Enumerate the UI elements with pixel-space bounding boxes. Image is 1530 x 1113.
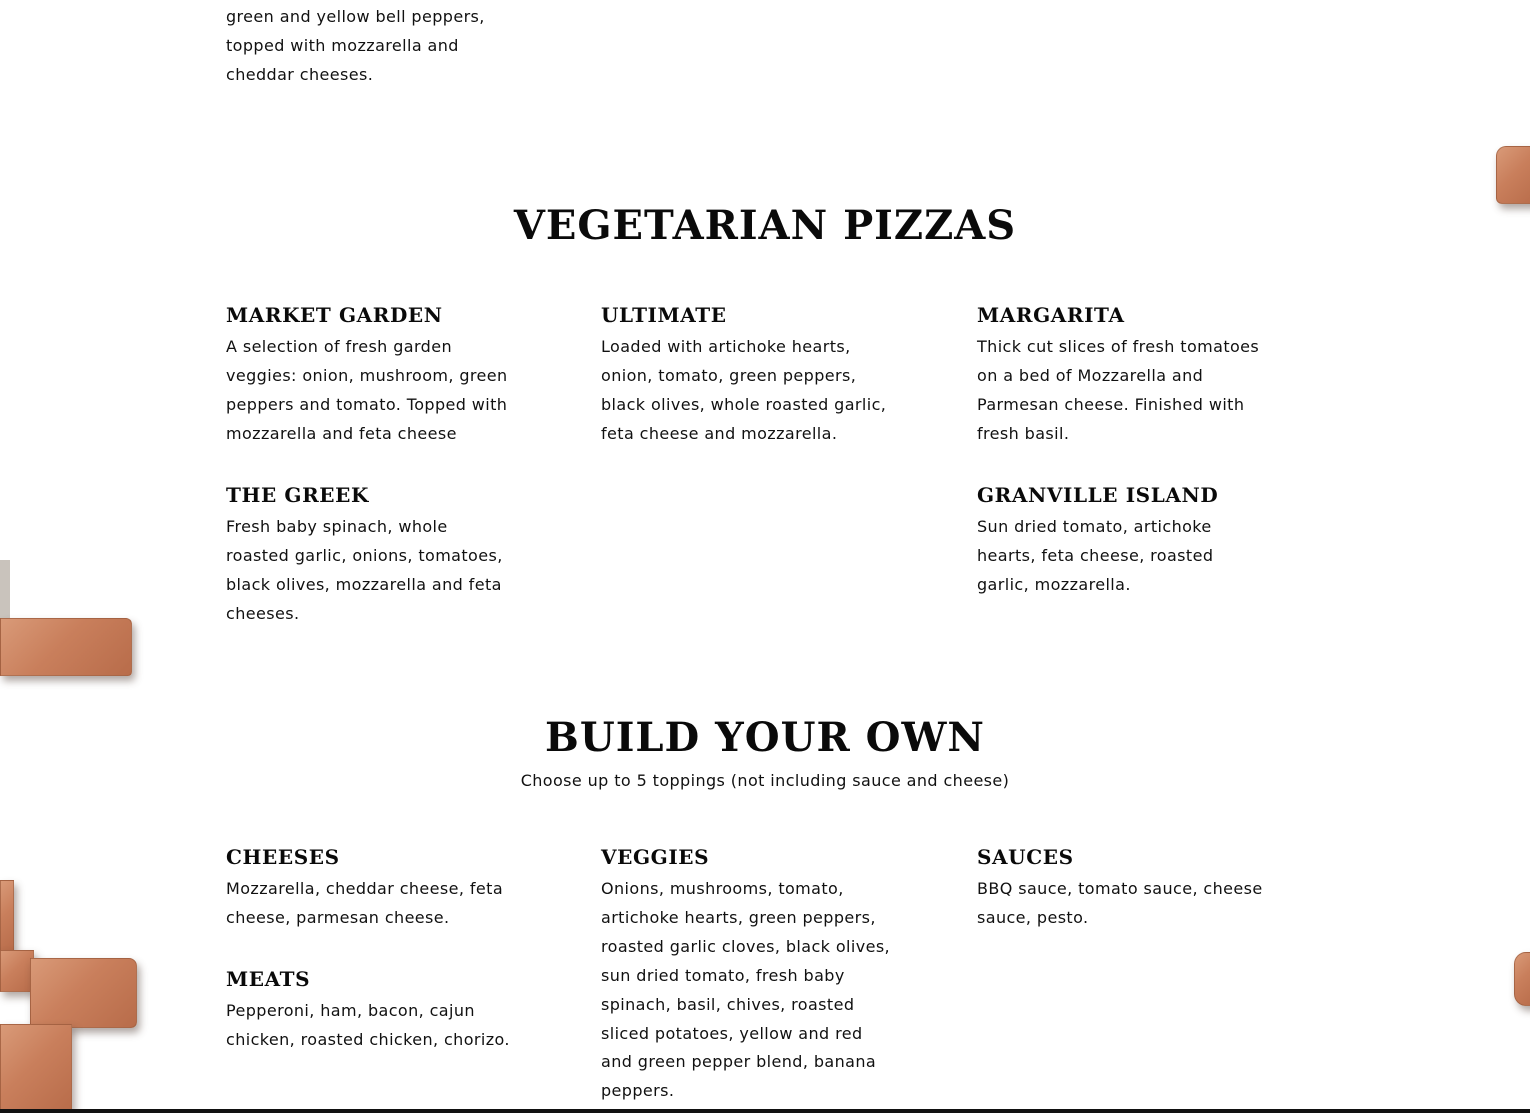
topping-group-sauces bbox=[977, 845, 1267, 933]
previous-item-description: green and yellow bell peppers, topped with mozzarella and cheddar cheeses. bbox=[226, 7, 485, 84]
menu-item-margarita bbox=[977, 303, 1267, 449]
menu-item-name: GRANVILLE ISLAND bbox=[977, 483, 1219, 507]
topping-group-name: SAUCES bbox=[977, 845, 1074, 869]
menu-item-market-garden bbox=[226, 303, 516, 449]
topping-group-cheeses bbox=[226, 845, 516, 933]
topping-group-name: MEATS bbox=[226, 967, 311, 991]
menu-item-the-greek bbox=[226, 483, 516, 629]
topping-group-description: Onions, mushrooms, tomato, artichoke hearts, green peppers, roasted garlic cloves, black olives, sun dried tomato, fresh baby spinach, basil, chives, roasted sliced potatoes, yellow and red and green pepper blend, banana peppers. bbox=[601, 879, 891, 1101]
menu-item-name: ULTIMATE bbox=[601, 303, 727, 327]
menu-item-name: MARKET GARDEN bbox=[226, 303, 443, 327]
bottom-divider bbox=[0, 1109, 1530, 1113]
topping-group-name: VEGGIES bbox=[601, 845, 710, 869]
section-title-vegetarian: VEGETARIAN PIZZAS bbox=[513, 202, 1017, 249]
topping-group-veggies bbox=[601, 845, 891, 1106]
topping-group-meats bbox=[226, 967, 516, 1055]
menu-item-name: MARGARITA bbox=[977, 303, 1125, 327]
menu-item-description: Loaded with artichoke hearts, onion, tomato, green peppers, black olives, whole roasted garlic, feta cheese and mozzarella. bbox=[601, 337, 887, 443]
section-subtitle: Choose up to 5 toppings (not including sauce and cheese) bbox=[520, 771, 1010, 790]
topping-group-description: Pepperoni, ham, bacon, cajun chicken, roasted chicken, chorizo. bbox=[226, 1001, 510, 1049]
menu-item-description: Sun dried tomato, artichoke hearts, feta cheese, roasted garlic, mozzarella. bbox=[977, 517, 1214, 594]
menu-item-description: Thick cut slices of fresh tomatoes on a bed of Mozzarella and Parmesan cheese. Finished with fresh basil. bbox=[977, 337, 1260, 443]
section-title-build-your-own: BUILD YOUR OWN bbox=[545, 714, 985, 761]
topping-group-description: BBQ sauce, tomato sauce, cheese sauce, pesto. bbox=[977, 879, 1263, 927]
menu-item-description: Fresh baby spinach, whole roasted garlic, onions, tomatoes, black olives, mozzarella and feta cheeses. bbox=[226, 517, 503, 623]
topping-group-name: CHEESES bbox=[226, 845, 340, 869]
menu-item-ultimate bbox=[601, 303, 891, 449]
menu-item-description: A selection of fresh garden veggies: onion, mushroom, green peppers and tomato. Topped with mozzarella and feta cheese bbox=[226, 337, 508, 443]
menu-item-name: THE GREEK bbox=[226, 483, 369, 507]
menu-item-granville-island bbox=[977, 483, 1262, 600]
topping-group-description: Mozzarella, cheddar cheese, feta cheese, parmesan cheese. bbox=[226, 879, 504, 927]
